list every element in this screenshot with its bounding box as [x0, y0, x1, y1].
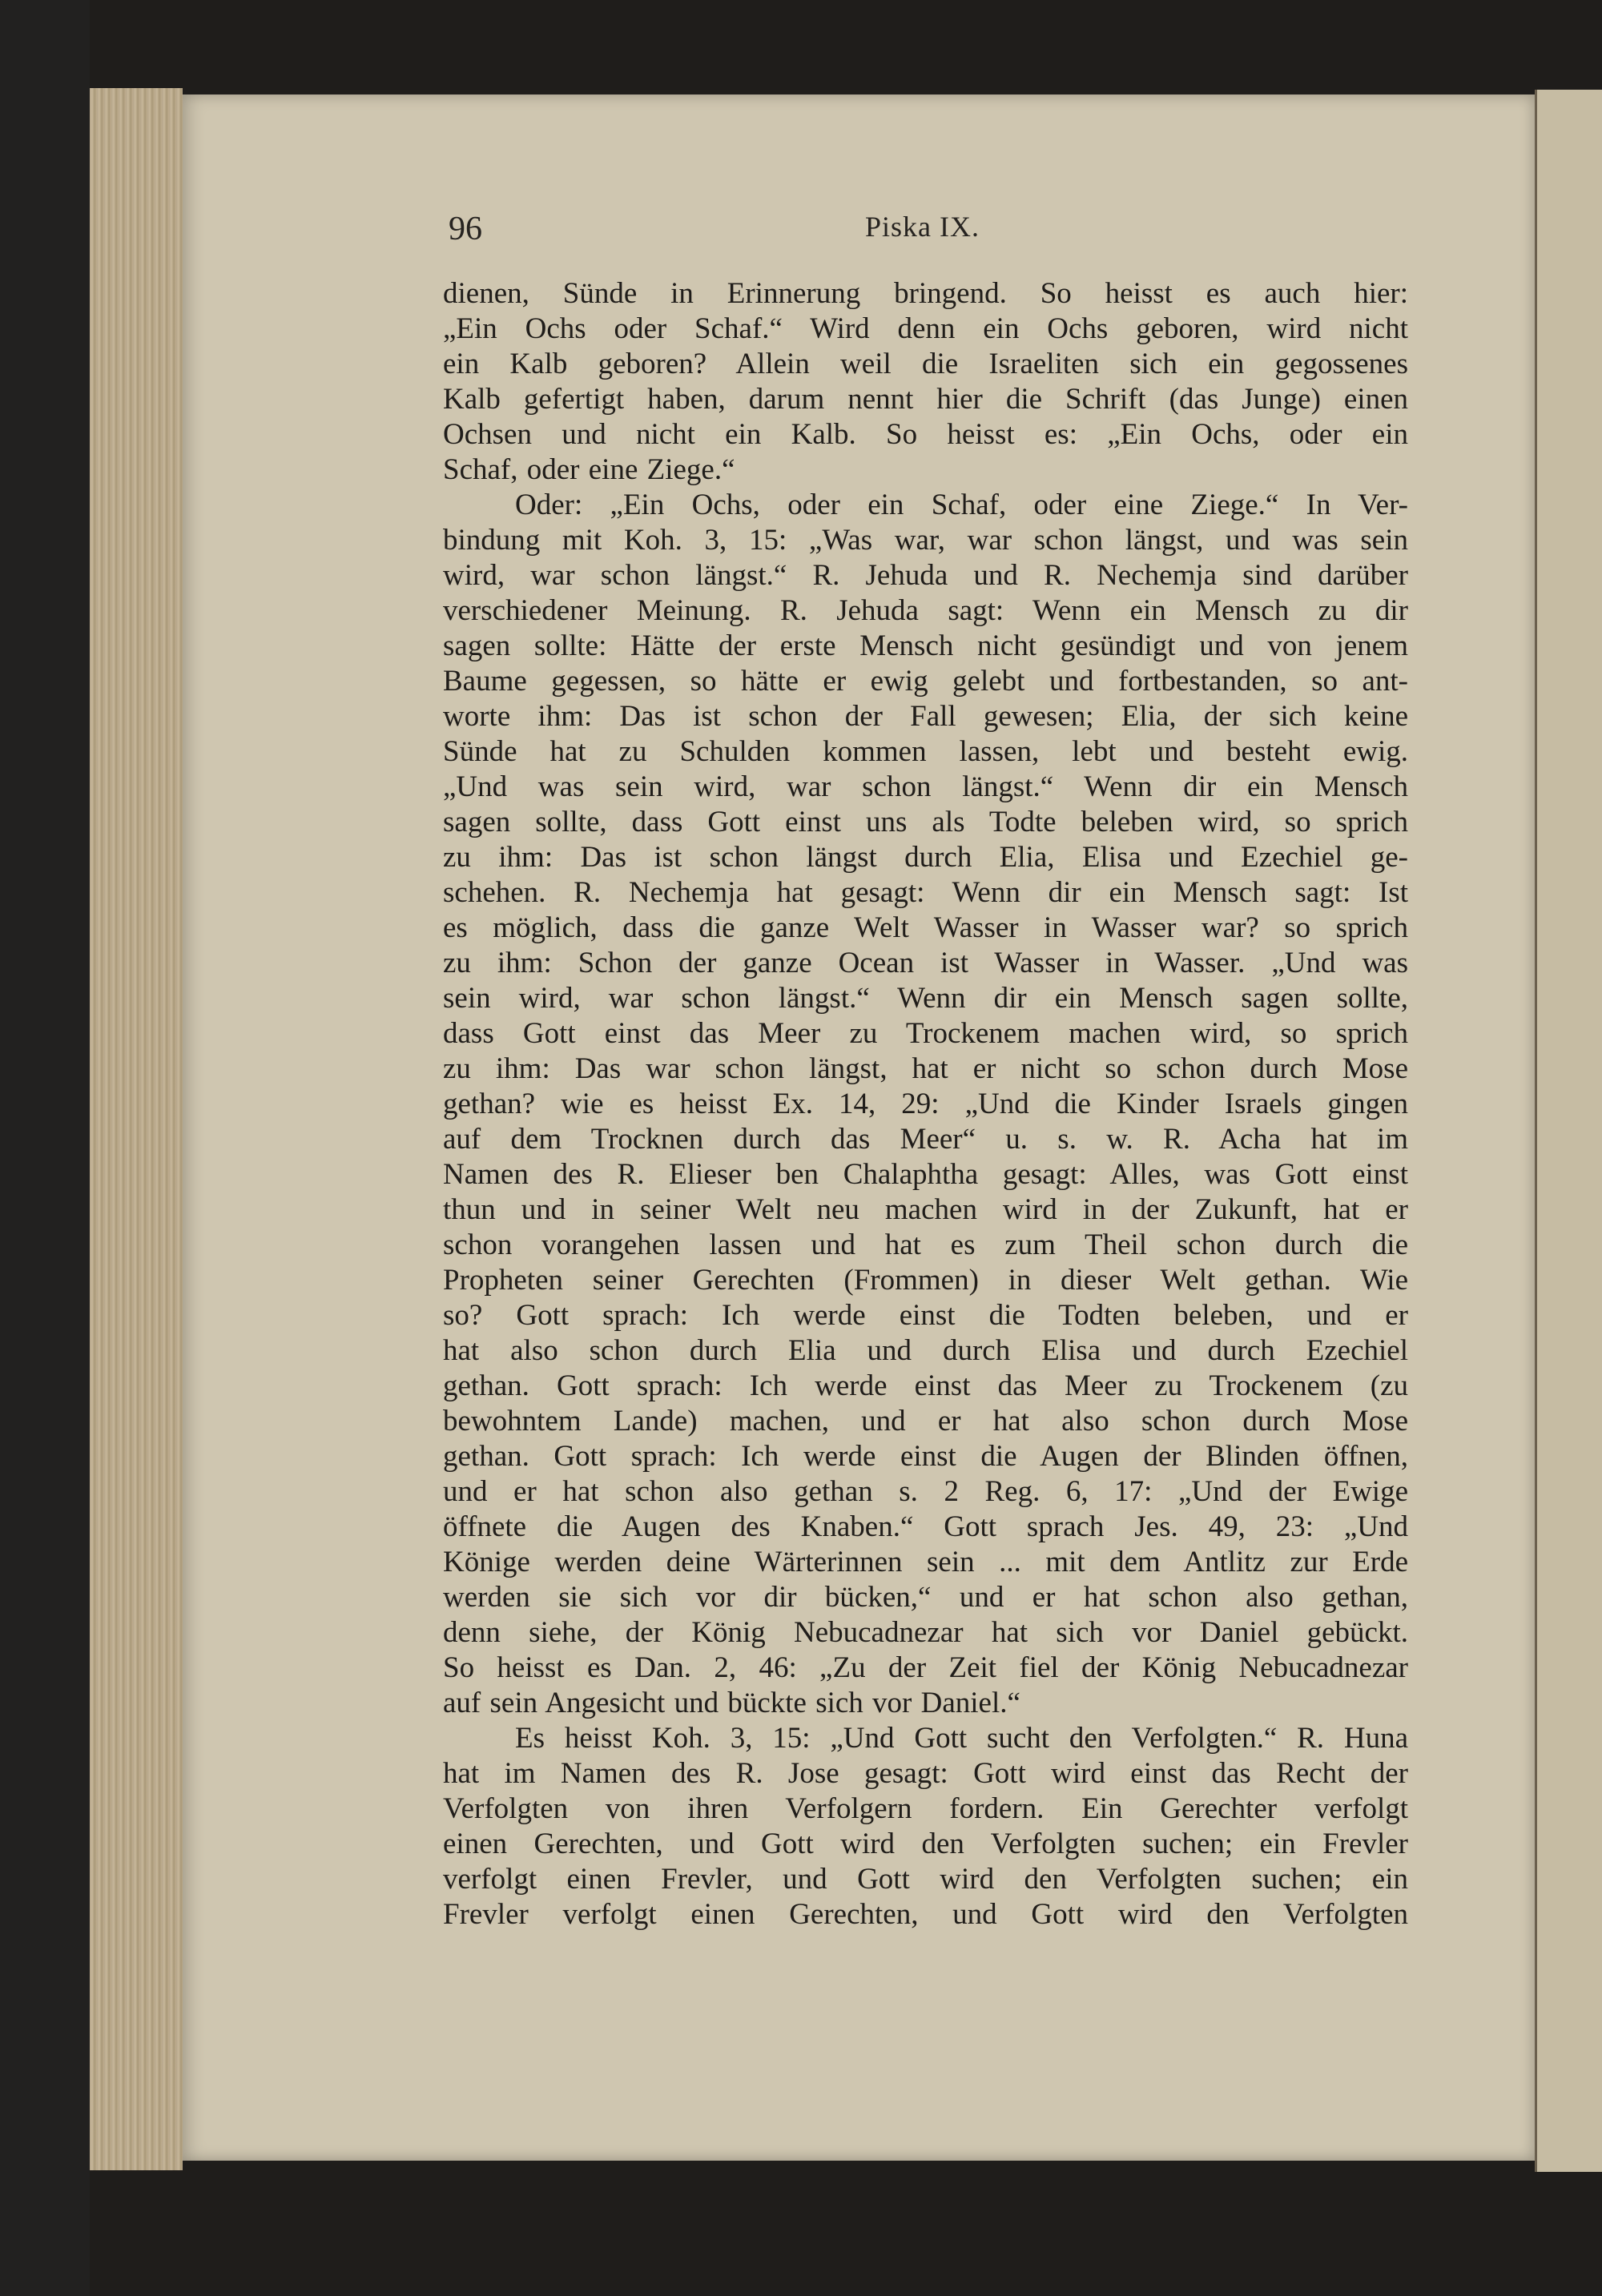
text-line: sagen sollte: Hätte der erste Mensch nicht gesündigt und von jenem: [443, 629, 1408, 662]
text-line: Schaf, oder eine Ziege.“: [443, 453, 735, 486]
running-head: Piska IX.: [865, 211, 980, 243]
text-line: verschiedener Meinung. R. Jehuda sagt: Wenn ein Mensch zu dir: [443, 594, 1408, 627]
text-line: Baume gegessen, so hätte er ewig gelebt und fortbestanden, so ant-: [443, 665, 1408, 698]
text-line: Namen des R. Elieser ben Chalaphtha gesagt: Alles, was Gott einst: [443, 1158, 1408, 1191]
text-line: denn siehe, der König Nebucadnezar hat sich vor Daniel gebückt.: [443, 1616, 1408, 1649]
text-line: wird, war schon längst.“ R. Jehuda und R. Nechemja sind darüber: [443, 559, 1408, 592]
text-line: zu ihm: Schon der ganze Ocean ist Wasser in Wasser. „Und was: [443, 947, 1408, 979]
text-line: Könige werden deine Wärterinnen sein ... mit dem Antlitz zur Erde: [443, 1546, 1408, 1578]
text-line: Verfolgten von ihren Verfolgern fordern. Ein Gerechter verfolgt: [443, 1792, 1408, 1825]
text-line: einen Gerechten, und Gott wird den Verfolgten suchen; ein Frevler: [443, 1828, 1408, 1860]
text-line: Sünde hat zu Schulden kommen lassen, lebt und besteht ewig.: [443, 735, 1408, 768]
body-text: [443, 276, 1408, 1932]
text-line: bewohntem Lande) machen, und er hat also schon durch Mose: [443, 1405, 1408, 1438]
page-fore-edge: [90, 88, 183, 2170]
text-line: zu ihm: Das ist schon längst durch Elia, Elisa und Ezechiel ge-: [443, 841, 1408, 874]
text-line: verfolgt einen Frevler, und Gott wird den Verfolgten suchen; ein: [443, 1863, 1408, 1896]
text-line: Propheten seiner Gerechten (Frommen) in dieser Welt gethan. Wie: [443, 1264, 1408, 1297]
page-header: [449, 210, 1435, 250]
text-line: gethan? wie es heisst Ex. 14, 29: „Und die Kinder Israels gingen: [443, 1088, 1408, 1120]
text-line: zu ihm: Das war schon längst, hat er nicht so schon durch Mose: [443, 1052, 1408, 1085]
text-line: werden sie sich vor dir bücken,“ und er hat schon also gethan,: [443, 1581, 1408, 1614]
text-line: „Ein Ochs oder Schaf.“ Wird denn ein Ochs geboren, wird nicht: [443, 312, 1408, 345]
text-line: Oder: „Ein Ochs, oder ein Schaf, oder eine Ziege.“ In Ver-: [515, 489, 1408, 521]
text-line: schehen. R. Nechemja hat gesagt: Wenn dir ein Mensch sagt: Ist: [443, 876, 1408, 909]
text-line: bindung mit Koh. 3, 15: „Was war, war schon längst, und was sein: [443, 524, 1408, 557]
text-line: hat im Namen des R. Jose gesagt: Gott wird einst das Recht der: [443, 1757, 1408, 1790]
text-line: ein Kalb geboren? Allein weil die Israeliten sich ein gegossenes: [443, 348, 1408, 380]
next-page-edge: [1535, 90, 1602, 2172]
text-line: öffnete die Augen des Knaben.“ Gott sprach Jes. 49, 23: „Und: [443, 1510, 1408, 1543]
text-line: so? Gott sprach: Ich werde einst die Todten beleben, und er: [443, 1299, 1408, 1332]
text-line: auf dem Trocknen durch das Meer“ u. s. w. R. Acha hat im: [443, 1123, 1408, 1156]
text-line: worte ihm: Das ist schon der Fall gewesen; Elia, der sich keine: [443, 700, 1408, 733]
text-line: und er hat schon also gethan s. 2 Reg. 6, 17: „Und der Ewige: [443, 1475, 1408, 1508]
text-line: dass Gott einst das Meer zu Trockenem machen wird, so sprich: [443, 1017, 1408, 1050]
text-line: gethan. Gott sprach: Ich werde einst die Augen der Blinden öffnen,: [443, 1440, 1408, 1473]
text-line: Es heisst Koh. 3, 15: „Und Gott sucht den Verfolgten.“ R. Huna: [515, 1722, 1408, 1755]
text-line: dienen, Sünde in Erinnerung bringend. So heisst es auch hier:: [443, 277, 1408, 310]
text-line: schon vorangehen lassen und hat es zum Theil schon durch die: [443, 1228, 1408, 1261]
text-line: es möglich, dass die ganze Welt Wasser in Wasser war? so sprich: [443, 911, 1408, 944]
text-line: sein wird, war schon längst.“ Wenn dir ein Mensch sagen sollte,: [443, 982, 1408, 1015]
text-line: „Und was sein wird, war schon längst.“ Wenn dir ein Mensch: [443, 770, 1408, 803]
text-line: sagen sollte, dass Gott einst uns als Todte beleben wird, so sprich: [443, 806, 1408, 838]
page-number: 96: [449, 211, 482, 247]
text-line: So heisst es Dan. 2, 46: „Zu der Zeit fiel der König Nebucadnezar: [443, 1651, 1408, 1684]
text-line: auf sein Angesicht und bückte sich vor Daniel.“: [443, 1687, 1020, 1719]
text-line: Frevler verfolgt einen Gerechten, und Gott wird den Verfolgten: [443, 1898, 1408, 1931]
text-line: hat also schon durch Elia und durch Elisa und durch Ezechiel: [443, 1334, 1408, 1367]
text-line: Ochsen und nicht ein Kalb. So heisst es: „Ein Ochs, oder ein: [443, 418, 1408, 451]
text-line: thun und in seiner Welt neu machen wird in der Zukunft, hat er: [443, 1193, 1408, 1226]
text-line: gethan. Gott sprach: Ich werde einst das Meer zu Trockenem (zu: [443, 1369, 1408, 1402]
book-cover-edge: [0, 0, 90, 2296]
text-line: Kalb gefertigt haben, darum nennt hier die Schrift (das Junge) einen: [443, 383, 1408, 416]
